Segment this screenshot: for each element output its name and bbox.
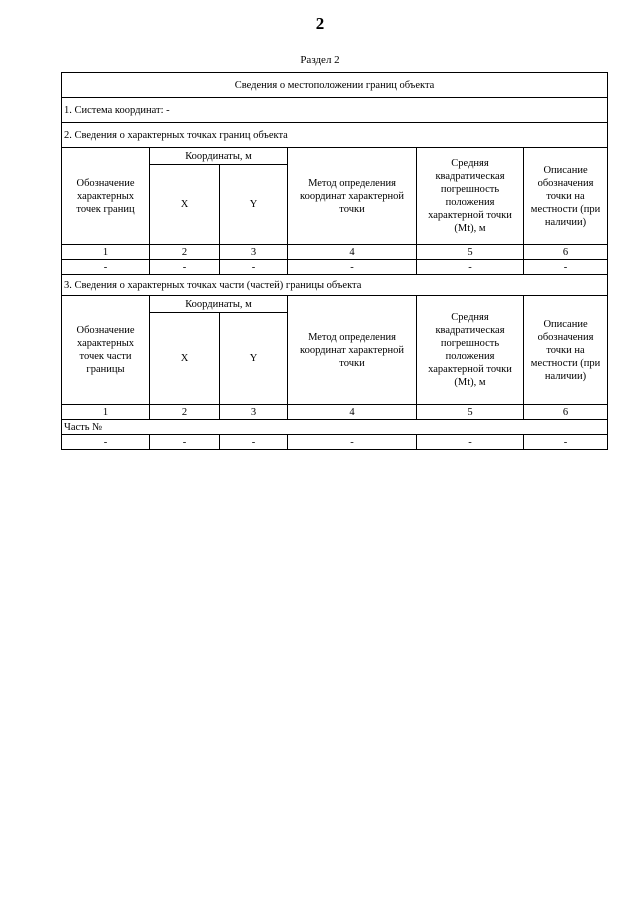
table-title: Сведения о местоположении границ объекта	[62, 73, 608, 98]
section3-num-5: 5	[417, 405, 524, 420]
section2-header-row	[62, 148, 608, 165]
section3-cell-2: -	[150, 435, 220, 450]
section2-num-1: 1	[62, 245, 150, 260]
section3-num-2: 2	[150, 405, 220, 420]
section3-col-error: Средняя квадратическая погрешность положения характерной точки (Mt), м	[417, 296, 524, 405]
section2-cell-5: -	[417, 260, 524, 275]
section3-cell-1: -	[62, 435, 150, 450]
section2-num-4: 4	[288, 245, 417, 260]
section2-num-5: 5	[417, 245, 524, 260]
section2-num-2: 2	[150, 245, 220, 260]
coord-system-row	[62, 98, 608, 123]
section2-cell-2: -	[150, 260, 220, 275]
section2-cell-3: -	[220, 260, 288, 275]
boundaries-table	[61, 72, 608, 450]
section2-number-row	[62, 245, 608, 260]
section3-number-row	[62, 405, 608, 420]
section3-cell-5: -	[417, 435, 524, 450]
section3-col-coords: Координаты, м	[150, 296, 288, 313]
section2-cell-6: -	[524, 260, 608, 275]
section2-cell-1: -	[62, 260, 150, 275]
section2-col-coords: Координаты, м	[150, 148, 288, 165]
section3-col-description: Описание обозначения точки на местности (при наличии)	[524, 296, 608, 405]
section2-heading: 2. Сведения о характерных точках границ объекта	[62, 123, 608, 148]
section3-cell-4: -	[288, 435, 417, 450]
page-number: 2	[315, 14, 325, 33]
section3-num-4: 4	[288, 405, 417, 420]
section2-num-6: 6	[524, 245, 608, 260]
section3-col-x: X	[150, 313, 220, 405]
section2-num-3: 3	[220, 245, 288, 260]
section2-col-error: Средняя квадратическая погрешность положения характерной точки (Mt), м	[417, 148, 524, 245]
section3-num-1: 1	[62, 405, 150, 420]
section3-header-row	[62, 296, 608, 313]
section-label: Раздел 2	[300, 54, 340, 66]
section3-col-method: Метод определения координат характерной точки	[288, 296, 417, 405]
section3-col-designation: Обозначение характерных точек части границы	[62, 296, 150, 405]
section3-data-row	[62, 435, 608, 450]
section2-data-row	[62, 260, 608, 275]
section3-cell-3: -	[220, 435, 288, 450]
section2-col-designation: Обозначение характерных точек границ	[62, 148, 150, 245]
section3-part-label: Часть №	[62, 420, 608, 435]
section3-col-y: Y	[220, 313, 288, 405]
section2-col-method: Метод определения координат характерной точки	[288, 148, 417, 245]
section3-cell-6: -	[524, 435, 608, 450]
section2-col-x: X	[150, 165, 220, 245]
section3-heading-row	[62, 275, 608, 296]
section2-heading-row	[62, 123, 608, 148]
section2-col-description: Описание обозначения точки на местности (при наличии)	[524, 148, 608, 245]
section3-part-row	[62, 420, 608, 435]
coord-system: 1. Система координат: -	[62, 98, 608, 123]
table-title-row	[62, 73, 608, 98]
section2-col-y: Y	[220, 165, 288, 245]
section3-num-3: 3	[220, 405, 288, 420]
section2-cell-4: -	[288, 260, 417, 275]
section3-num-6: 6	[524, 405, 608, 420]
section3-heading: 3. Сведения о характерных точках части (частей) границы объекта	[62, 275, 608, 296]
